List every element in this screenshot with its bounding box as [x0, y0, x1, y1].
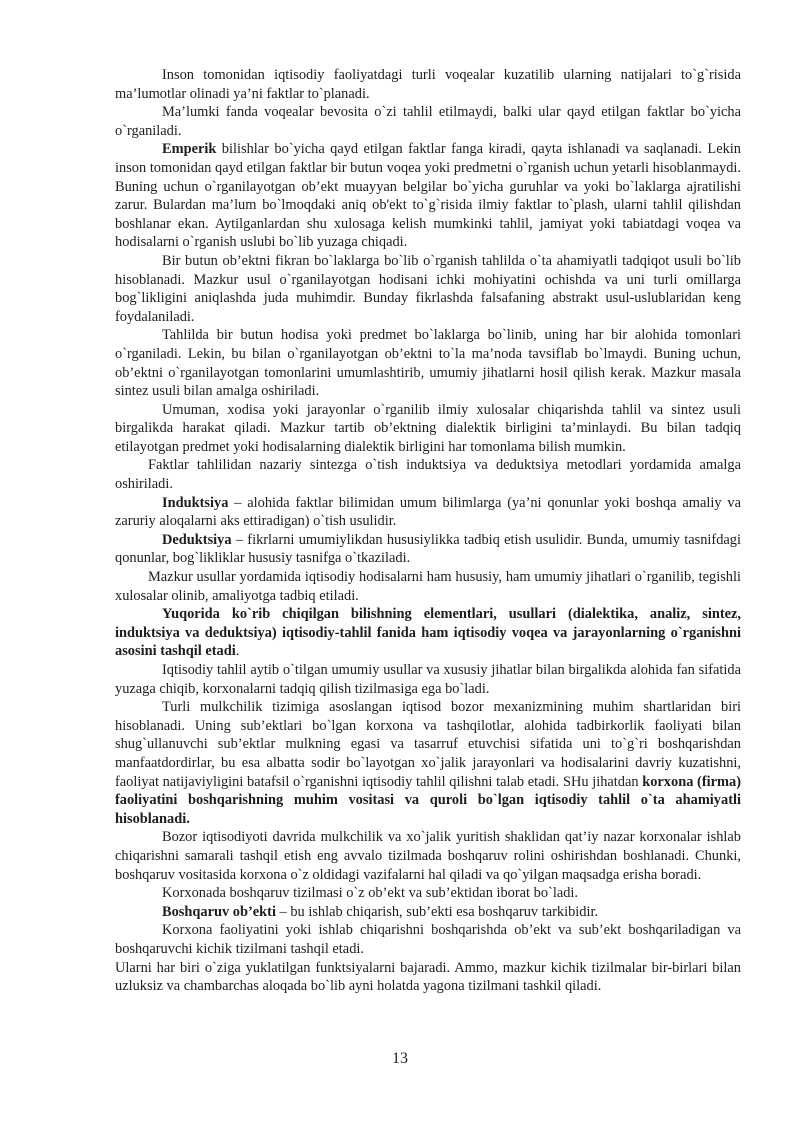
paragraph-management-system: Korxonada boshqaruv tizilmasi o`z ob’ekt va sub’ektidan iborat bo`ladi.: [162, 885, 579, 902]
paragraph-empiric: [115, 140, 741, 252]
paragraph-economic-analysis: Iqtisodiy tahlil aytib o`tilgan umumiy usullar va xususiy jihatlar bilan birgalikda alohida fan sifatida yuzaga chiqib, korxonalarni tadqiq qilish tizilmasiga ega bo`ladi.: [115, 662, 741, 697]
market-mechanism-text: Turli mulkchilik tizimiga asoslangan iqtisod bozor mexanizmining muhim shartlaridan biri hisoblanadi. Uning sub’ektlari bo`lgan korxona va tashqilotlar, alohida tadbirkorlik faoliyati bilan shug`ullanuvchi sub’ektlar mulkning egasi va tasarruf etuvchisi sifatida uni to`g`ri boshqarishdan manfaatdordirlar, bu esa albatta sodir bo`layotgan xo`jalik jarayonlari va hodisalarini davriy kuzatishni, faoliyat natijaviyligini batafsil o`rganishni iqtisodiy tahlil qilishni talab etadi. SHu jihatdan: [115, 699, 741, 790]
paragraph-synthesis: Tahlilda bir butun hodisa yoki predmet bo`laklarga bo`linib, uning har bir alohida tomonlari o`rganiladi. Lekin, bu bilan o`rganilayotgan ob’ektni to`la ma’noda tavsiflab bo`lmaydi. Buning uchun, ob’ektni o`rganilayotgan tomonlarini umumlashtirib, umumiy jihatlarni hosil qilish kerak. Mazkur masala sintez usuli bilan amalga oshiriladi.: [115, 327, 741, 400]
paragraph-induction-text: – alohida faktlar bilimidan umum bilimlarga (ya’ni qonunlar yoki boshqa amaliy va zaruriy aloqalarni aks ettiradigan) o`tish usulidir.: [115, 494, 741, 530]
page-number: 13: [392, 1050, 408, 1067]
management-object-text: – bu ishlab chiqarish, sub’ekti esa boshqaruv tarkibidir.: [275, 903, 599, 920]
paragraph-induction-deduction: Faktlar tahlilidan nazariy sintezga o`tish induktsiya va deduktsiya metodlari yordamida amalga oshiriladi.: [115, 457, 741, 493]
paragraph-management-object: [115, 903, 741, 922]
term-management-object: Boshqaruv ob’ekti: [162, 903, 276, 920]
paragraph-dialectic: Umuman, xodisa yoki jarayonlar o`rganilib ilmiy xulosalar chiqarishda tahlil va sintez usuli birgalikda harakat qiladi. Mazkur tartib ob’ektning dialektik birligini ta’minlaydi. Bu bilan tadqiq etilayotgan predmet yoki hodisalarning dialektik birligini har tomonlama bilish mumkin.: [115, 401, 741, 455]
paragraph-study: Ma’lumki fanda voqealar bevosita o`zi tahlil etilmaydi, balki ular qayd etilgan faktlar bo`yicha o`rganiladi.: [115, 104, 741, 139]
paragraph-facts: Inson tomonidan iqtisodiy faoliyatdagi turli voqealar kuzatilib ularning natijalari to`g`risida ma’lumotlar olinadi ya’ni faktlar to`planadi.: [115, 67, 741, 102]
paragraph-summary-bold: [115, 605, 741, 661]
document-page: [115, 66, 741, 996]
market-mechanism-bold: korxona (firma) faoliyatini boshqarishning muhim vositasi va quroli bo`lgan iqtisodiy tahlil o`ta ahamiyatli hisoblanadi.: [115, 773, 742, 827]
paragraph-deduction-text: – fikrlarni umumiylikdan hususiylikka tadbiq etish usulidir. Bunda, umumiy tasnifdagi qonunlar, bog`likliklar hususiy tasnifga o`tkaziladi.: [115, 531, 741, 567]
term-induction: Induktsiya: [162, 494, 229, 511]
paragraph-deduction: [115, 531, 741, 568]
paragraph-induction: [115, 494, 741, 531]
paragraph-subsystems: Ularni har biri o`ziga yuklatilgan funktsiyalarni bajaradi. Ammo, mazkur kichik tizilmalar bir-birlari bilan uzluksiz va chambarchas aloqada bo`lib ayni holatda yagona tizilmani tashkil qiladi.: [115, 959, 741, 995]
paragraph-market-economy: Bozor iqtisodiyoti davrida mulkchilik va xo`jalik yuritish shaklidan qat’iy nazar korxonalar ishlab chiqarishni samarali tashqil etish eng avvalo tizilmada boshqaruv rolini oshirishdan boshlanadi. Chunki, boshqaruv vositasida korxona o`z oldidagi vazifalarni hal qiladi va qo`yilgan maqsadga erisha boradi.: [115, 829, 741, 883]
paragraph-object-subject: Korxona faoliyatini yoki ishlab chiqarishni boshqarishda ob’ekt va sub’ekt boshqariladigan va boshqaruvchi kichik tizilmani tashqil etadi.: [115, 922, 741, 957]
summary-bold-text: Yuqorida ko`rib chiqilgan bilishning elementlari, usullari (dialektika, analiz, sintez, induktsiya va deduktsiya) iqtisodiy-tahlil fanida ham iqtisodiy voqea va jarayonlarning o`rganishni asosini tashqil etadi: [115, 606, 741, 660]
paragraph-methods-usage: Mazkur usullar yordamida iqtisodiy hodisalarni ham hususiy, ham umumiy jihatlari o`rganilib, tegishli xulosalar olinib, amaliyotga tadbiq etiladi.: [115, 569, 741, 604]
summary-period: .: [235, 643, 240, 660]
paragraph-market-mechanism: [115, 698, 741, 828]
term-empiric: Emperik: [162, 141, 217, 158]
term-deduction: Deduktsiya: [162, 531, 232, 548]
paragraph-analysis-method: Bir butun ob’ektni fikran bo`laklarga bo`lib o`rganish tahlilda o`ta ahamiyatli tadqiqot usuli bo`lib hisoblanadi. Mazkur usul o`rganilayotgan hodisani ichki mohiyatini ochishda va uni turli omillarga bog`likligini aniqlashda juda muhimdir. Bunday fikrlashda falsafaning abstrakt usul-uslublaridan keng foydalaniladi.: [115, 252, 741, 325]
paragraph-empiric-text: bilishlar bo`yicha qayd etilgan faktlar fanga kiradi, qayta ishlanadi va saqlanadi. Lekin inson tomonidan qayd etilgan faktlar bir butun voqea yoki predmetni o`rganish uchun yetarli hisoblanmaydi. Buning uchun o`rganilayotgan ob’ekt muayyan belgilar bo`yicha guruhlar va yoki bo`laklarga ajratilishi zarur. Bulardan ma’lum bo`lmoqdaki aniq ob'ekt to`g`risida ilmiy faktlar to`plash, ularni tahlil qilishdan boshlanar ekan. Aytilganlardan shu xulosaga kelish mumkinki tahlil, jamiyat yoki tabiatdagi voqea va hodisalarni o`rganish uslubi bo`lib yuzaga chiqadi.: [115, 141, 741, 251]
